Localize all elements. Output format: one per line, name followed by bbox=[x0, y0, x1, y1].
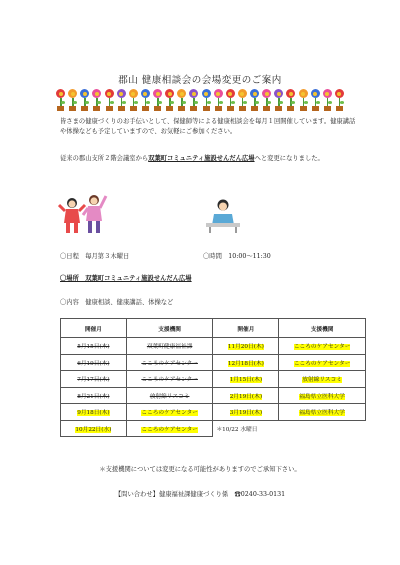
table-cell bbox=[61, 338, 127, 355]
table-header-cell: 開催月 bbox=[61, 319, 127, 338]
table-cell-text: こころのケアセンター bbox=[293, 360, 351, 367]
flower-icon bbox=[104, 89, 115, 111]
schedule-location: 〇場所 双葉町コミュニティ施設せんだん広場 bbox=[60, 275, 192, 282]
flower-icon bbox=[225, 89, 236, 111]
table-cell-text: 福島県立医科大学 bbox=[299, 410, 345, 417]
schedule-date: 〇日程 毎月第３木曜日 bbox=[60, 253, 130, 260]
flower-icon bbox=[152, 89, 163, 111]
table-cell bbox=[279, 371, 366, 388]
flower-icon bbox=[55, 89, 66, 111]
table-cell bbox=[126, 354, 213, 371]
contact-info: 【問い合わせ】健康福祉課健康づくり係 ☎0240-33-0131 bbox=[114, 491, 286, 498]
table-cell bbox=[213, 354, 279, 371]
flower-icon bbox=[298, 89, 309, 111]
flower-icon bbox=[201, 89, 212, 111]
table-cell-text: 7月17日(木) bbox=[77, 377, 110, 384]
table-cell-text: 双葉町健康福祉課 bbox=[146, 344, 193, 351]
table-row bbox=[61, 420, 366, 437]
page-title: 郡山 健康相談会の会場変更のご案内 bbox=[118, 75, 282, 86]
flower-icon bbox=[249, 89, 260, 111]
table-cell-text: ＊10/22 水曜日 bbox=[216, 427, 258, 433]
table-cell-text: 2月19日(木) bbox=[229, 393, 263, 400]
table-cell-text: 12月18日(木) bbox=[227, 360, 264, 367]
flower-icon bbox=[273, 89, 284, 111]
schedule-content: 〇内容 健康相談、健康講話、体操など bbox=[60, 299, 174, 306]
flower-border bbox=[55, 89, 345, 111]
table-cell bbox=[213, 371, 279, 388]
table-cell bbox=[279, 354, 366, 371]
flower-icon bbox=[91, 89, 102, 111]
flower-icon bbox=[334, 89, 345, 111]
schedule-time: 〇時間 10:00～11:30 bbox=[203, 253, 271, 260]
flower-icon bbox=[128, 89, 139, 111]
venue-change-text bbox=[60, 154, 360, 164]
table-cell bbox=[126, 420, 213, 437]
table-cell-text: こころのケアセンター bbox=[141, 377, 198, 384]
table-cell bbox=[126, 371, 213, 388]
flower-icon bbox=[164, 89, 175, 111]
table-cell-text: こころのケアセンター bbox=[141, 426, 198, 433]
table-cell bbox=[279, 404, 366, 421]
table-cell-text: 1月15日(木) bbox=[229, 377, 263, 384]
table-cell bbox=[279, 387, 366, 404]
table-cell-text: こころのケアセンター bbox=[293, 344, 351, 351]
venue-change-venue: 双葉町コミュニティ施設せんだん広場 bbox=[148, 155, 255, 162]
flower-icon bbox=[116, 89, 127, 111]
flower-icon bbox=[140, 89, 151, 111]
exercise-people-illustration bbox=[58, 193, 108, 235]
flower-icon bbox=[213, 89, 224, 111]
table-cell bbox=[126, 338, 213, 355]
table-cell bbox=[61, 420, 127, 437]
table-cell bbox=[213, 338, 279, 355]
consultation-illustration bbox=[203, 197, 243, 233]
table-cell bbox=[61, 371, 127, 388]
table-cell bbox=[213, 420, 366, 437]
table-cell-text: 6月19日(木) bbox=[77, 360, 110, 367]
table-cell-text: 3月19日(木) bbox=[229, 410, 263, 417]
flower-icon bbox=[67, 89, 78, 111]
intro-text: 皆さまの健康づくりのお手伝いとして、保健師等による健康相談会を毎月１回開催しています。健康講話や体操なども予定していますので、お気軽にご参加ください。 bbox=[60, 118, 356, 135]
flower-icon bbox=[310, 89, 321, 111]
table-cell-text: 11月20日(木) bbox=[227, 344, 264, 351]
table-row bbox=[61, 387, 366, 404]
table-header-cell: 支援機関 bbox=[126, 319, 213, 338]
flower-icon bbox=[176, 89, 187, 111]
table-row bbox=[61, 404, 366, 421]
table-cell bbox=[61, 404, 127, 421]
table-cell bbox=[61, 387, 127, 404]
venue-change-after: へと変更になりました。 bbox=[254, 155, 324, 162]
table-cell bbox=[279, 338, 366, 355]
table-cell bbox=[126, 404, 213, 421]
table-cell-text: 5月15日(木) bbox=[77, 344, 110, 351]
flower-icon bbox=[285, 89, 296, 111]
table-cell-text: 福島県立医科大学 bbox=[299, 393, 345, 400]
table-header-row bbox=[61, 319, 366, 338]
table-cell-text: 放射線リスコミ bbox=[302, 377, 342, 384]
flower-icon bbox=[188, 89, 199, 111]
table-cell-text: こころのケアセンター bbox=[141, 360, 198, 367]
schedule-table bbox=[60, 318, 366, 437]
table-row bbox=[61, 338, 366, 355]
table-cell bbox=[126, 387, 213, 404]
venue-change-before: 従来の郡山支所２階会議室から bbox=[60, 155, 149, 162]
table-cell-text: 9月18日(木) bbox=[77, 410, 110, 417]
table-header-cell: 支援機関 bbox=[279, 319, 366, 338]
table-cell-text: こころのケアセンター bbox=[141, 410, 198, 417]
table-row bbox=[61, 354, 366, 371]
table-header-cell: 開催月 bbox=[213, 319, 279, 338]
table-cell bbox=[61, 354, 127, 371]
flower-icon bbox=[261, 89, 272, 111]
table-row bbox=[61, 371, 366, 388]
footnote: ＊支援機関については変更になる可能性がありますのでご承知下さい。 bbox=[99, 466, 301, 473]
table-cell-text: 8月21日(木) bbox=[77, 393, 110, 400]
flower-icon bbox=[237, 89, 248, 111]
table-cell-text: 10月22日(水) bbox=[75, 426, 112, 433]
flower-icon bbox=[79, 89, 90, 111]
table-cell bbox=[213, 387, 279, 404]
table-cell-text: 放射線リスコミ bbox=[149, 393, 190, 400]
flower-icon bbox=[322, 89, 333, 111]
table-cell bbox=[213, 404, 279, 421]
